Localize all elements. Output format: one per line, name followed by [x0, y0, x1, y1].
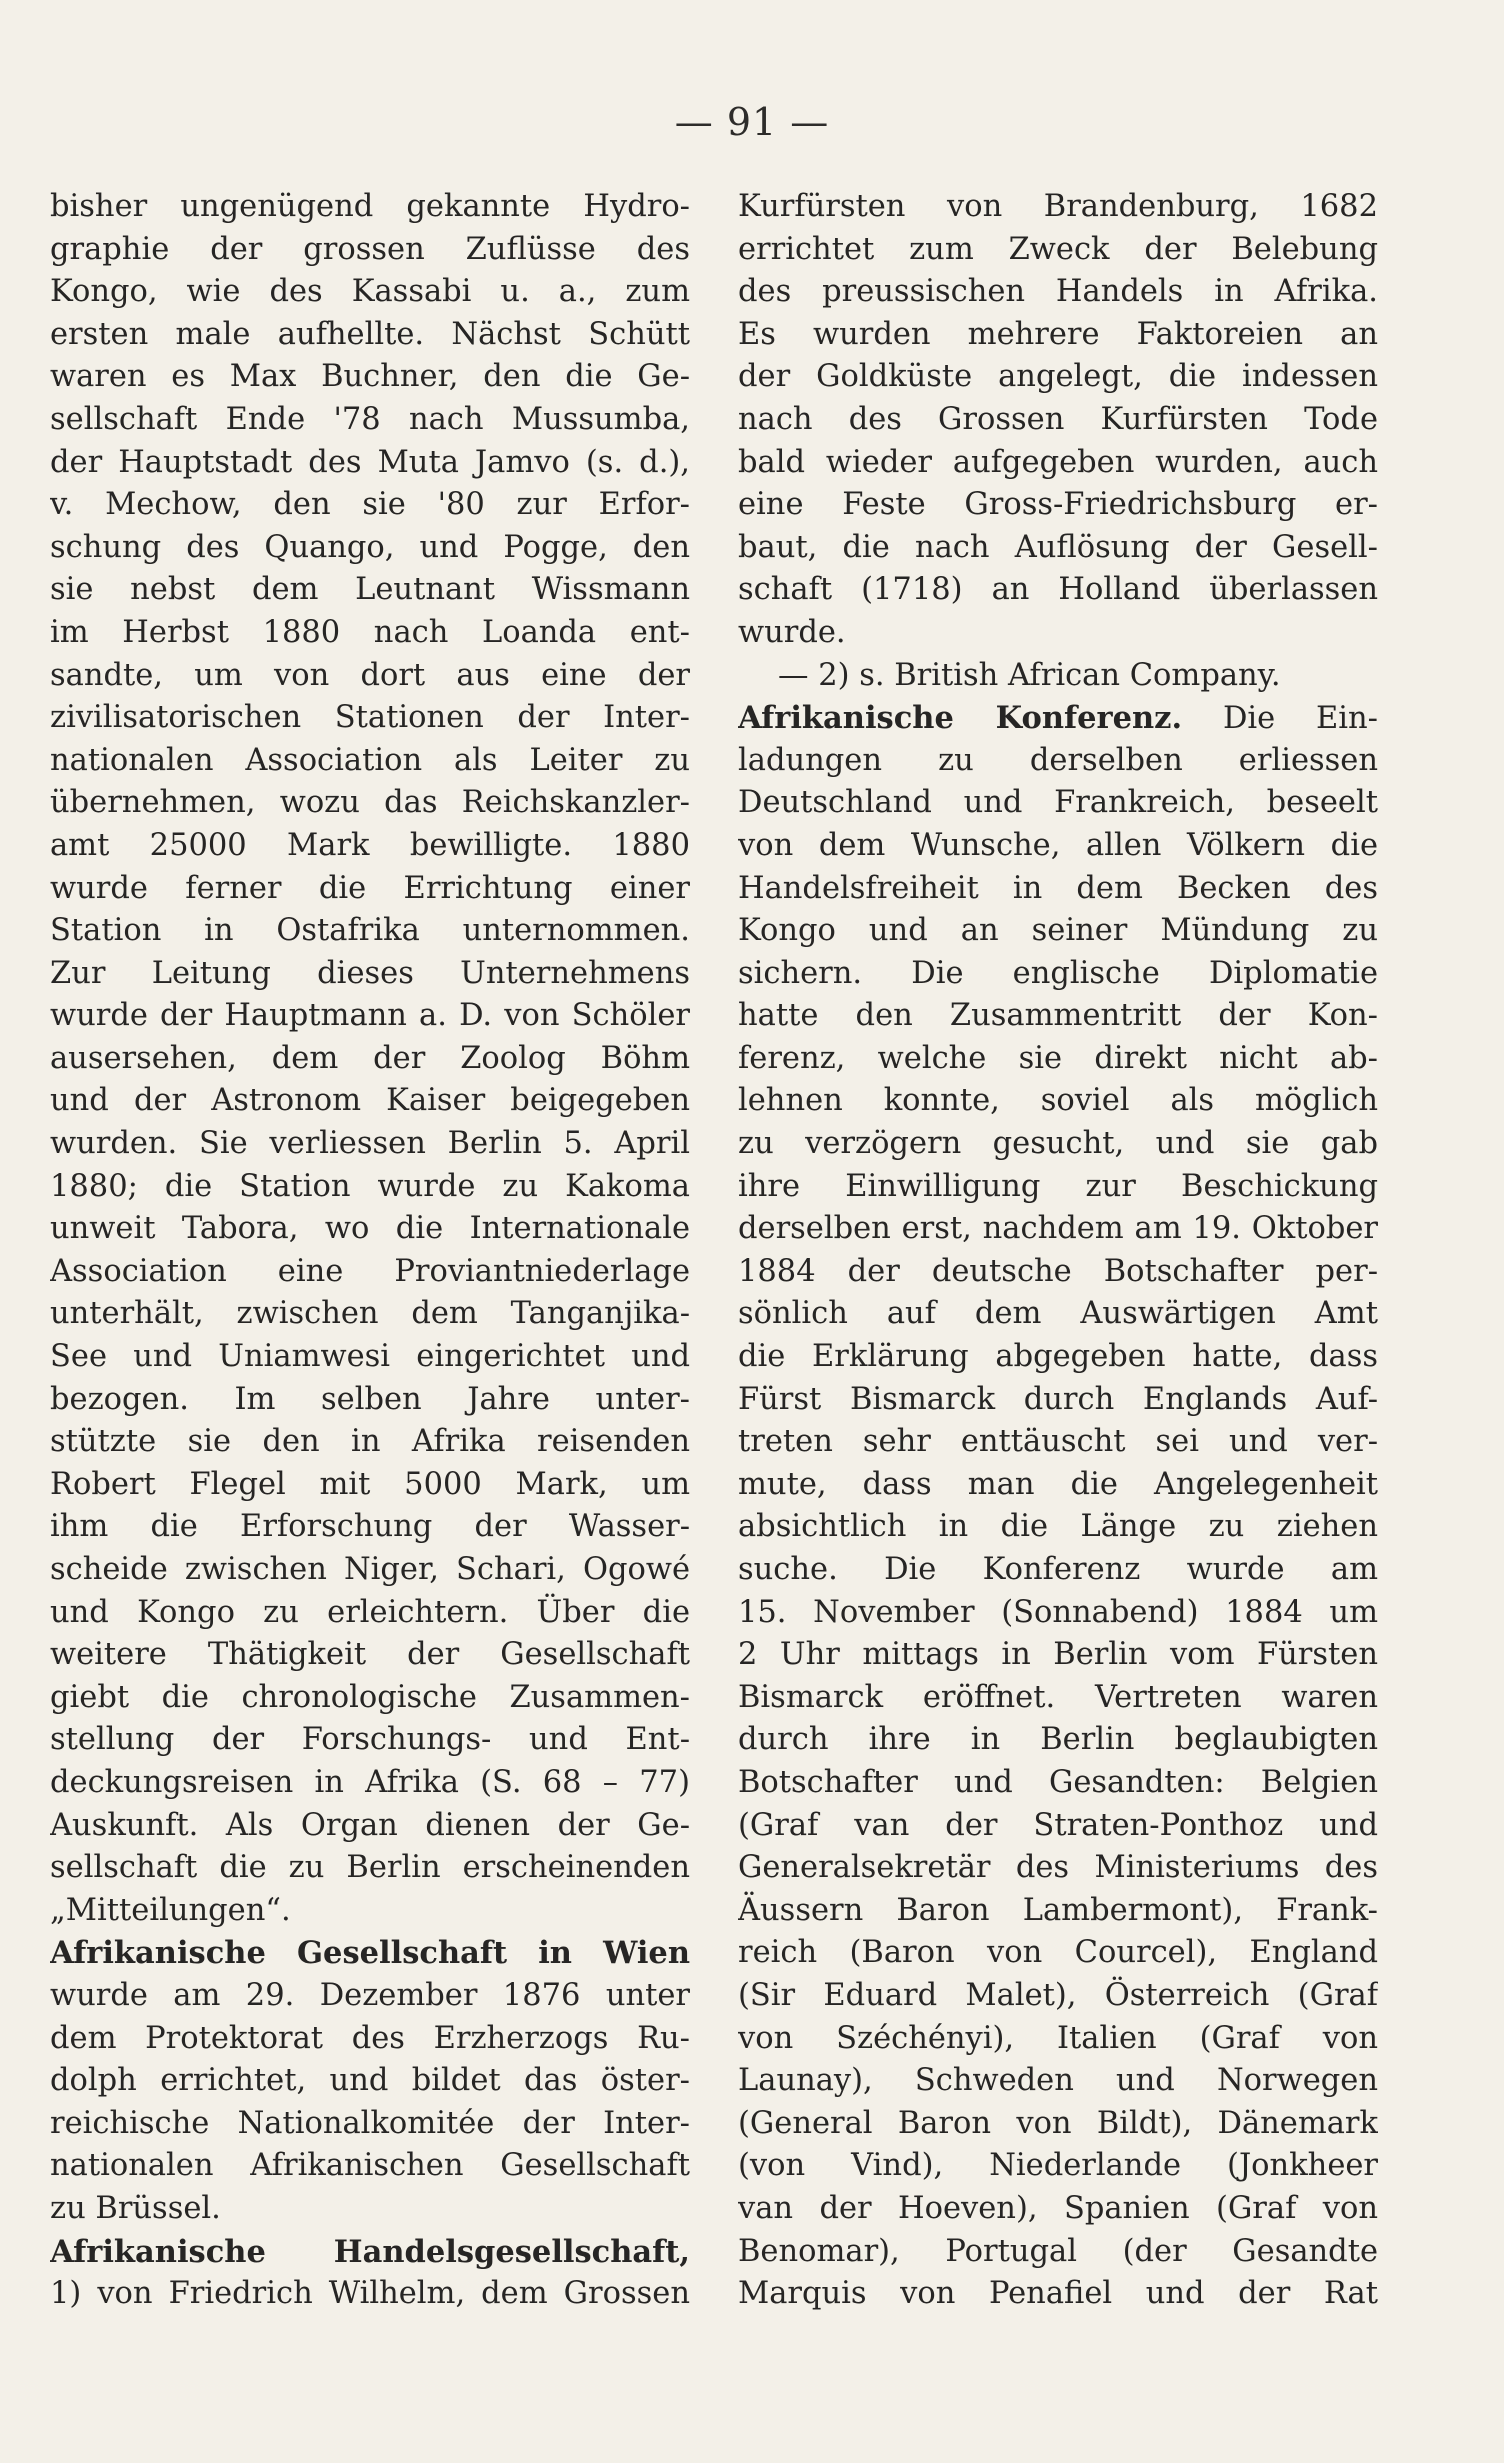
text-line: scheide zwischen Niger, Schari, Ogowé [50, 1552, 690, 1587]
text-line: Fürst Bismarck durch Englands Auf- [738, 1381, 1378, 1417]
text-line: baut, die nach Auflösung der Gesell- [738, 529, 1378, 565]
text-line: durch ihre in Berlin beglaubigten [738, 1722, 1378, 1758]
text-line: ersten male aufhellte. Nächst Schütt [50, 316, 690, 352]
text-line: reichische Nationalkomitée der Inter- [50, 2105, 690, 2141]
text-line: ihre Einwilligung zur Beschickung [738, 1168, 1378, 1204]
text-line: der Hauptstadt des Muta Jamvo (s. d.), [50, 444, 690, 480]
entry-heading-afrikanische-konferenz: Afrikanische Konferenz. [738, 700, 1183, 737]
text-line: Robert Flegel mit 5000 Mark, um [50, 1466, 690, 1502]
text-line: mute, dass man die Angelegenheit [738, 1466, 1378, 1502]
text-line: 15. November (Sonnabend) 1884 um [738, 1594, 1378, 1630]
text-line: wurde am 29. Dezember 1876 unter [50, 1977, 690, 2013]
text-line: sie nebst dem Leutnant Wissmann [50, 572, 690, 608]
text-line: (von Vind), Niederlande (Jonkheer [738, 2148, 1378, 2184]
text-line: und Kongo zu erleichtern. Über die [50, 1594, 690, 1630]
text-line: stützte sie den in Afrika reisenden [50, 1424, 690, 1460]
entry-heading-afrikanische-handelsgesellschaft: Afrikanische Handelsgesellschaft, [50, 2233, 690, 2270]
text-line: 2 Uhr mittags in Berlin vom Fürsten [738, 1637, 1378, 1673]
text-line: von Széchényi), Italien (Graf von [738, 2020, 1378, 2056]
text-line: Zur Leitung dieses Unternehmens [50, 955, 690, 991]
text-line: sönlich auf dem Auswärtigen Amt [738, 1296, 1378, 1332]
text-line: derselben erst, nachdem am 19. Oktober [738, 1211, 1378, 1247]
text-line: v. Mechow, den sie '80 zur Erfor- [50, 487, 690, 523]
text-line: schaft (1718) an Holland überlassen [738, 572, 1378, 608]
text-line: und der Astronom Kaiser beigegeben [50, 1083, 690, 1119]
text-line: Kongo und an seiner Mündung zu [738, 913, 1378, 949]
text-line: wurden. Sie verliessen Berlin 5. April [50, 1126, 690, 1162]
text-line: giebt die chronologische Zusammen- [50, 1679, 690, 1715]
entry-heading-afrikanische-gesellschaft-wien: Afrikanische Gesellschaft in Wien [50, 1935, 690, 1972]
text-line: ausersehen, dem der Zoolog Böhm [50, 1040, 690, 1076]
text-line: ferenz, welche sie direkt nicht ab- [738, 1040, 1378, 1076]
text-line: Generalsekretär des Ministeriums des [738, 1850, 1378, 1886]
text-line: im Herbst 1880 nach Loanda ent- [50, 614, 690, 650]
text-line: Station in Ostafrika unternommen. [50, 913, 690, 949]
text-line: suche. Die Konferenz wurde am [738, 1552, 1378, 1587]
text-line: 1884 der deutsche Botschafter per- [738, 1253, 1378, 1289]
text-line: sichern. Die englische Diplomatie [738, 955, 1378, 991]
text-line: amt 25000 Mark bewilligte. 1880 [50, 827, 690, 863]
text-line: Auskunft. Als Organ dienen der Ge- [50, 1807, 690, 1843]
text-line: 1880; die Station wurde zu Kakoma [50, 1168, 690, 1204]
text-line: deckungsreisen in Afrika (S. 68 – 77) [50, 1764, 690, 1800]
text-line: des preussischen Handels in Afrika. [738, 274, 1378, 310]
text-line: lehnen konnte, soviel als möglich [738, 1083, 1378, 1119]
text-line: schung des Quango, und Pogge, den [50, 529, 690, 565]
text-line: ladungen zu derselben erliessen [738, 742, 1378, 778]
text-line: absichtlich in die Länge zu ziehen [738, 1509, 1378, 1545]
text-line: unweit Tabora, wo die Internationale [50, 1211, 690, 1247]
text-line: wurde ferner die Errichtung einer [50, 870, 690, 906]
text-line: dem Protektorat des Erzherzogs Ru- [50, 2020, 690, 2056]
text-line: nationalen Association als Leiter zu [50, 742, 690, 778]
text-line: Kongo, wie des Kassabi u. a., zum [50, 274, 690, 310]
text-line: wurde. [738, 614, 846, 650]
text-line: Deutschland und Frankreich, beseelt [738, 785, 1378, 821]
left-column [50, 186, 690, 2316]
text-line: nationalen Afrikanischen Gesellschaft [50, 2148, 690, 2184]
text-line: stellung der Forschungs- und Ent- [50, 1722, 690, 1758]
text-line: Launay), Schweden und Norwegen [738, 2063, 1378, 2099]
text-line: bald wieder aufgegeben wurden, auch [738, 444, 1378, 480]
text-line: (General Baron von Bildt), Dänemark [738, 2105, 1378, 2141]
text-line: zu Brüssel. [50, 2190, 221, 2226]
text-line: Botschafter und Gesandten: Belgien [738, 1764, 1378, 1800]
text-line: Benomar), Portugal (der Gesandte [738, 2233, 1378, 2269]
text-line: Kurfürsten von Brandenburg, 1682 [738, 189, 1378, 224]
right-column [738, 186, 1378, 2316]
text-line: Handelsfreiheit in dem Becken des [738, 870, 1378, 906]
text-line: der Goldküste angelegt, die indessen [738, 359, 1378, 395]
text-line: 1) von Friedrich Wilhelm, dem Grossen [50, 2276, 690, 2312]
text-line: „Mitteilungen“. [50, 1892, 291, 1928]
text-line: unterhält, zwischen dem Tanganjika- [50, 1296, 690, 1332]
text-fragment: Die Ein- [1222, 701, 1378, 737]
text-line: nach des Grossen Kurfürsten Tode [738, 401, 1378, 437]
text-line: zivilisatorischen Stationen der Inter- [50, 700, 690, 736]
text-line: (Sir Eduard Malet), Österreich (Graf [738, 1977, 1378, 2013]
text-line: Es wurden mehrere Faktoreien an [738, 316, 1378, 352]
text-line: dolph errichtet, und bildet das öster- [50, 2063, 690, 2099]
entry-heading-line [738, 697, 1378, 740]
text-line: graphie der grossen Zuflüsse des [50, 231, 690, 267]
text-line: waren es Max Buchner, den die Ge- [50, 359, 690, 395]
text-line: sandte, um von dort aus eine der [50, 657, 690, 693]
text-line: bisher ungenügend gekannte Hydro- [50, 189, 690, 224]
text-line: die Erklärung abgegeben hatte, dass [738, 1339, 1378, 1375]
text-line: reich (Baron von Courcel), England [738, 1935, 1378, 1971]
text-line: — 2) s. British African Company. [778, 657, 1281, 693]
text-line: See und Uniamwesi eingerichtet und [50, 1339, 690, 1375]
text-line: Association eine Proviantniederlage [50, 1253, 690, 1289]
text-line: weitere Thätigkeit der Gesellschaft [50, 1637, 690, 1673]
text-line: zu verzögern gesucht, und sie gab [738, 1126, 1378, 1162]
text-line: wurde der Hauptmann a. D. von Schöler [50, 998, 690, 1034]
text-line: treten sehr enttäuscht sei und ver- [738, 1424, 1378, 1460]
text-line: sellschaft die zu Berlin erscheinenden [50, 1850, 690, 1886]
text-line: eine Feste Gross-Friedrichsburg er- [738, 487, 1378, 523]
text-line: sellschaft Ende '78 nach Mussumba, [50, 401, 690, 437]
text-line: (Graf van der Straten-Ponthoz und [738, 1807, 1378, 1843]
text-line: Äussern Baron Lambermont), Frank- [738, 1892, 1378, 1928]
text-line: hatte den Zusammentritt der Kon- [738, 998, 1378, 1034]
text-line: von dem Wunsche, allen Völkern die [738, 827, 1378, 863]
text-line: übernehmen, wozu das Reichskanzler- [50, 785, 690, 821]
text-line: errichtet zum Zweck der Belebung [738, 231, 1378, 267]
text-line: bezogen. Im selben Jahre unter- [50, 1381, 690, 1417]
page-number: — 91 — [674, 100, 830, 144]
text-line: Bismarck eröffnet. Vertreten waren [738, 1679, 1378, 1715]
text-line: ihm die Erforschung der Wasser- [50, 1509, 690, 1545]
text-line: van der Hoeven), Spanien (Graf von [738, 2190, 1378, 2226]
text-line: Marquis von Penafiel und der Rat [738, 2276, 1378, 2312]
